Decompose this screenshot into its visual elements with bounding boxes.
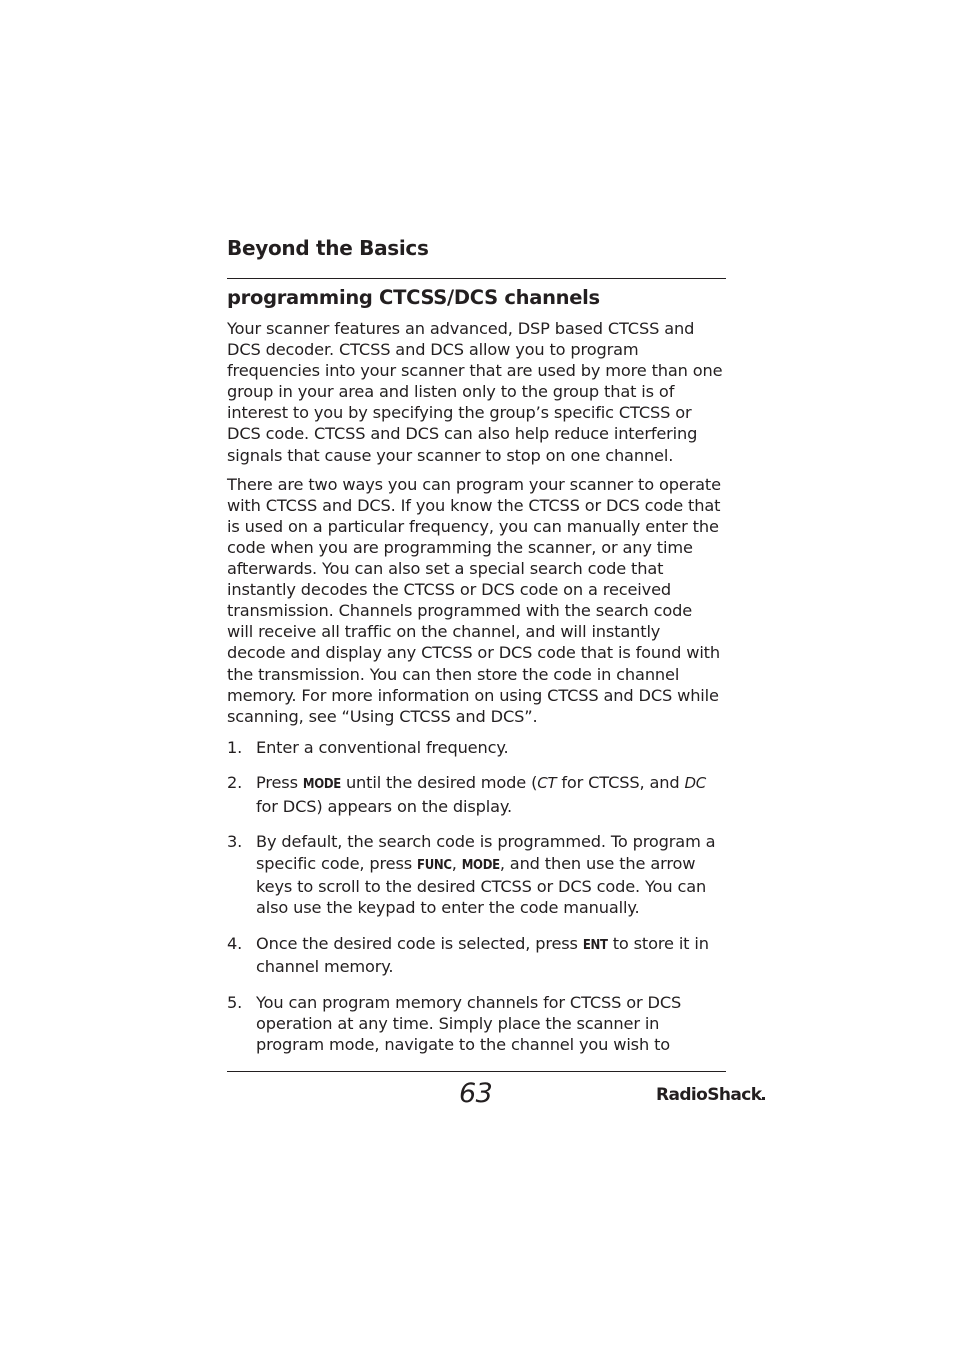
page-heading: programming CTCSS/DCS channels	[227, 286, 600, 309]
page-number: 63	[459, 1078, 493, 1109]
step-number: 4.	[227, 933, 243, 953]
header-divider	[227, 278, 726, 279]
list-item	[227, 737, 723, 758]
step-text: Press	[256, 773, 303, 793]
section-title: Beyond the Basics	[227, 236, 429, 260]
step-text: ,	[451, 853, 462, 873]
brand-dot	[762, 1097, 765, 1100]
steps-list	[227, 737, 723, 1055]
step-text: You can program memory channels for CTCSS or DCS operation at any time. Simply place the scanner in program mode, navigate to the channel you wish to	[256, 992, 682, 1055]
mode-key-label: MODE	[302, 777, 341, 793]
step-text: to store it in channel memory.	[256, 933, 709, 976]
display-indicator: CT	[537, 774, 557, 793]
list-item	[227, 992, 723, 1056]
step-text: until the desired mode (	[340, 773, 538, 793]
func-key-label: FUNC	[417, 857, 452, 873]
step-number: 1.	[227, 737, 243, 757]
mode-key-label: MODE	[461, 857, 500, 873]
step-text: Enter a conventional frequency.	[256, 737, 509, 757]
list-item	[227, 831, 723, 918]
step-text: for CTCSS, and	[556, 773, 685, 793]
step-number: 3.	[227, 832, 243, 852]
step-text: for DCS) appears on the display.	[256, 796, 513, 816]
step-number: 2.	[227, 773, 243, 793]
paragraph: There are two ways you can program your scanner to operate with CTCSS and DCS. If you know the CTCSS or DCS code that is used on a particular frequency, you can manually enter the code when you are programming the scanner, or any time afterwards. You can also set a special search code that instantly decodes the CTCSS or DCS code on a received transmission. Channels programmed with the search code will receive all traffic on the channel, and will instantly decode and display any CTCSS or DCS code that is found with the transmission. You can then store the code in channel memory. For more information on using CTCSS and DCS while scanning, see “Using CTCSS and DCS”.	[227, 474, 721, 726]
step-text: Once the desired code is selected, press	[256, 933, 583, 953]
list-item	[227, 933, 723, 977]
step-number: 5.	[227, 992, 243, 1012]
list-item	[227, 772, 723, 816]
display-indicator: DC	[684, 774, 706, 793]
paragraph: Your scanner features an advanced, DSP based CTCSS and DCS decoder. CTCSS and DCS allow you to program frequencies into your scanner that are used by more than one group in your area and listen only to the group that is of interest to you by specifying the group’s specific CTCSS or DCS code. CTCSS and DCS can also help reduce interfering signals that cause your scanner to stop on one channel.	[227, 319, 723, 465]
brand-name: RadioShack	[656, 1085, 762, 1105]
ent-key-label: ENT	[582, 937, 608, 953]
step-text: By default, the search code is programmed. To program a specific code, press	[256, 832, 716, 873]
step-text: , and then use the arrow keys to scroll to the desired CTCSS or DCS code. You can also use the keypad to enter the code manually.	[256, 853, 707, 917]
body-text	[227, 318, 723, 1055]
brand-logo	[656, 1085, 765, 1105]
footer-divider	[227, 1071, 726, 1072]
